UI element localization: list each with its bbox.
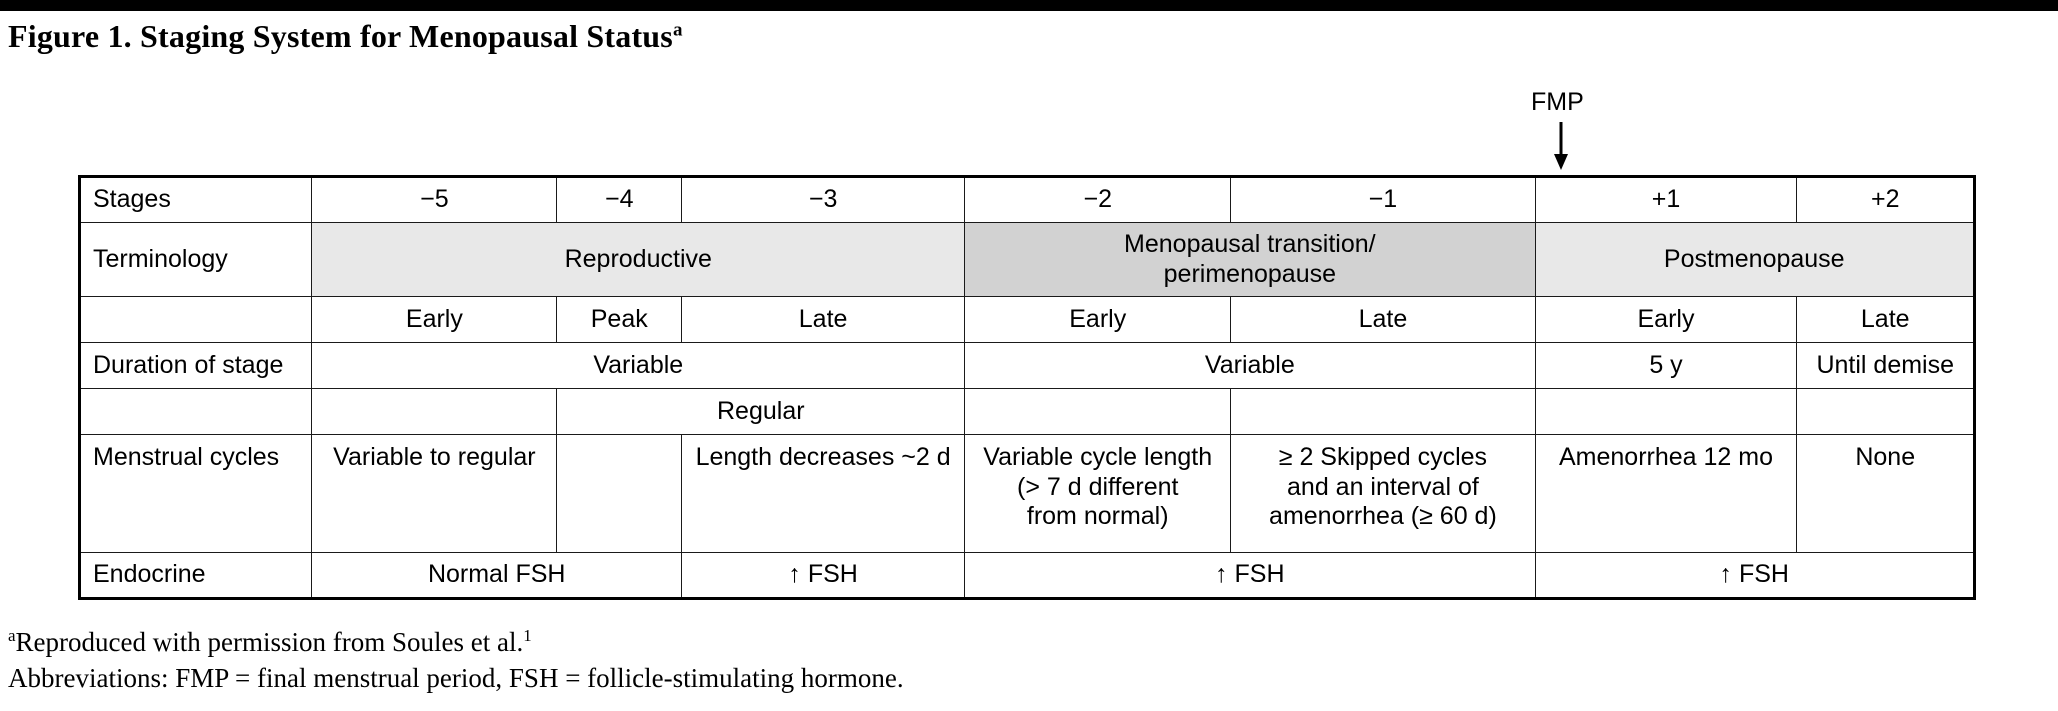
cycles-c5-line3: amenorrhea (≥ 60 d) [1269,502,1497,530]
cycles-cell-skipped-cycles [1231,435,1535,553]
stage-cell-minus4: −4 [557,177,682,223]
cycles-c4-line3: from normal) [1026,502,1169,530]
page-title [8,18,683,55]
table-row-terminology [80,223,1975,297]
stage-cell-plus2: +2 [1797,177,1975,223]
cycles-c4-line1: Variable cycle length [983,443,1213,471]
stage-cell-minus5: −5 [312,177,557,223]
footnote-source [8,625,904,661]
stage-cell-minus2: −2 [965,177,1231,223]
table-row-substages [80,297,1975,343]
footnote-marker-a: a [8,626,16,645]
substage-cell-late-post: Late [1797,297,1975,343]
regularity-cell-regular: Regular [557,389,965,435]
substage-cell-late-repro: Late [682,297,965,343]
cycles-cell-none: None [1797,435,1975,553]
regularity-cell-empty-4 [1535,389,1797,435]
cycles-cell-amenorrhea: Amenorrhea 12 mo [1535,435,1797,553]
footnotes [8,625,904,696]
fmp-label: FMP [1531,88,1584,116]
terminology-menopausal-transition [965,223,1535,297]
figure-title-text: Figure 1. Staging System for Menopausal Status [8,18,673,54]
terminology-reproductive: Reproductive [312,223,965,297]
row-label-stages: Stages [80,177,312,223]
row-label-substage [80,297,312,343]
cycles-cell-empty [557,435,682,553]
cycles-c5-line1: ≥ 2 Skipped cycles [1278,443,1488,471]
duration-cell-late-post: Until demise [1797,343,1975,389]
row-label-menstrual-cycles: Menstrual cycles [80,435,312,553]
fmp-arrow-icon [1552,122,1570,170]
duration-cell-transition: Variable [965,343,1535,389]
row-label-regularity [80,389,312,435]
terminology-transition-line2: perimenopause [1163,259,1336,288]
table-row-menstrual-cycles [80,435,1975,553]
substage-cell-early-transition: Early [965,297,1231,343]
figure-title-superscript: a [672,19,683,41]
cycles-cell-length-decreases: Length decreases ~2 d [682,435,965,553]
regularity-cell-empty-3 [1231,389,1535,435]
cycles-c5-line2: and an interval of [1287,472,1479,501]
staging-table [78,175,1976,600]
terminology-transition-line1: Menopausal transition/ [1124,230,1376,258]
duration-cell-reproductive: Variable [312,343,965,389]
regularity-cell-empty-5 [1797,389,1975,435]
table-row-endocrine [80,553,1975,599]
terminology-postmenopause: Postmenopause [1535,223,1974,297]
cycles-cell-variable-cycle-length [965,435,1231,553]
substage-cell-early-post: Early [1535,297,1797,343]
top-rule [0,0,2058,11]
footnote-abbreviations: Abbreviations: FMP = final menstrual period, FSH = follicle-stimulating hormone. [8,662,904,693]
cycles-cell-variable-to-regular: Variable to regular [312,435,557,553]
stage-cell-minus1: −1 [1231,177,1535,223]
endocrine-cell-fsh-late-repro: ↑ FSH [682,553,965,599]
row-label-endocrine: Endocrine [80,553,312,599]
table-row-stages [80,177,1975,223]
footnote-reference-number: 1 [523,626,532,645]
cycles-c4-line2: (> 7 d different [1017,472,1179,501]
stage-cell-plus1: +1 [1535,177,1797,223]
endocrine-cell-fsh-post: ↑ FSH [1535,553,1974,599]
substage-cell-early-repro: Early [312,297,557,343]
footnote-source-text: Reproduced with permission from Soules et al. [15,627,524,657]
staging-table-wrapper [78,175,1976,600]
endocrine-cell-fsh-transition: ↑ FSH [965,553,1535,599]
stage-cell-minus3: −3 [682,177,965,223]
substage-cell-late-transition: Late [1231,297,1535,343]
duration-cell-early-post: 5 y [1535,343,1797,389]
row-label-terminology: Terminology [80,223,312,297]
regularity-cell-empty-2 [965,389,1231,435]
table-row-regularity [80,389,1975,435]
table-row-duration [80,343,1975,389]
endocrine-cell-normal-fsh: Normal FSH [312,553,682,599]
substage-cell-peak: Peak [557,297,682,343]
regularity-cell-empty-1 [312,389,557,435]
row-label-duration: Duration of stage [80,343,312,389]
